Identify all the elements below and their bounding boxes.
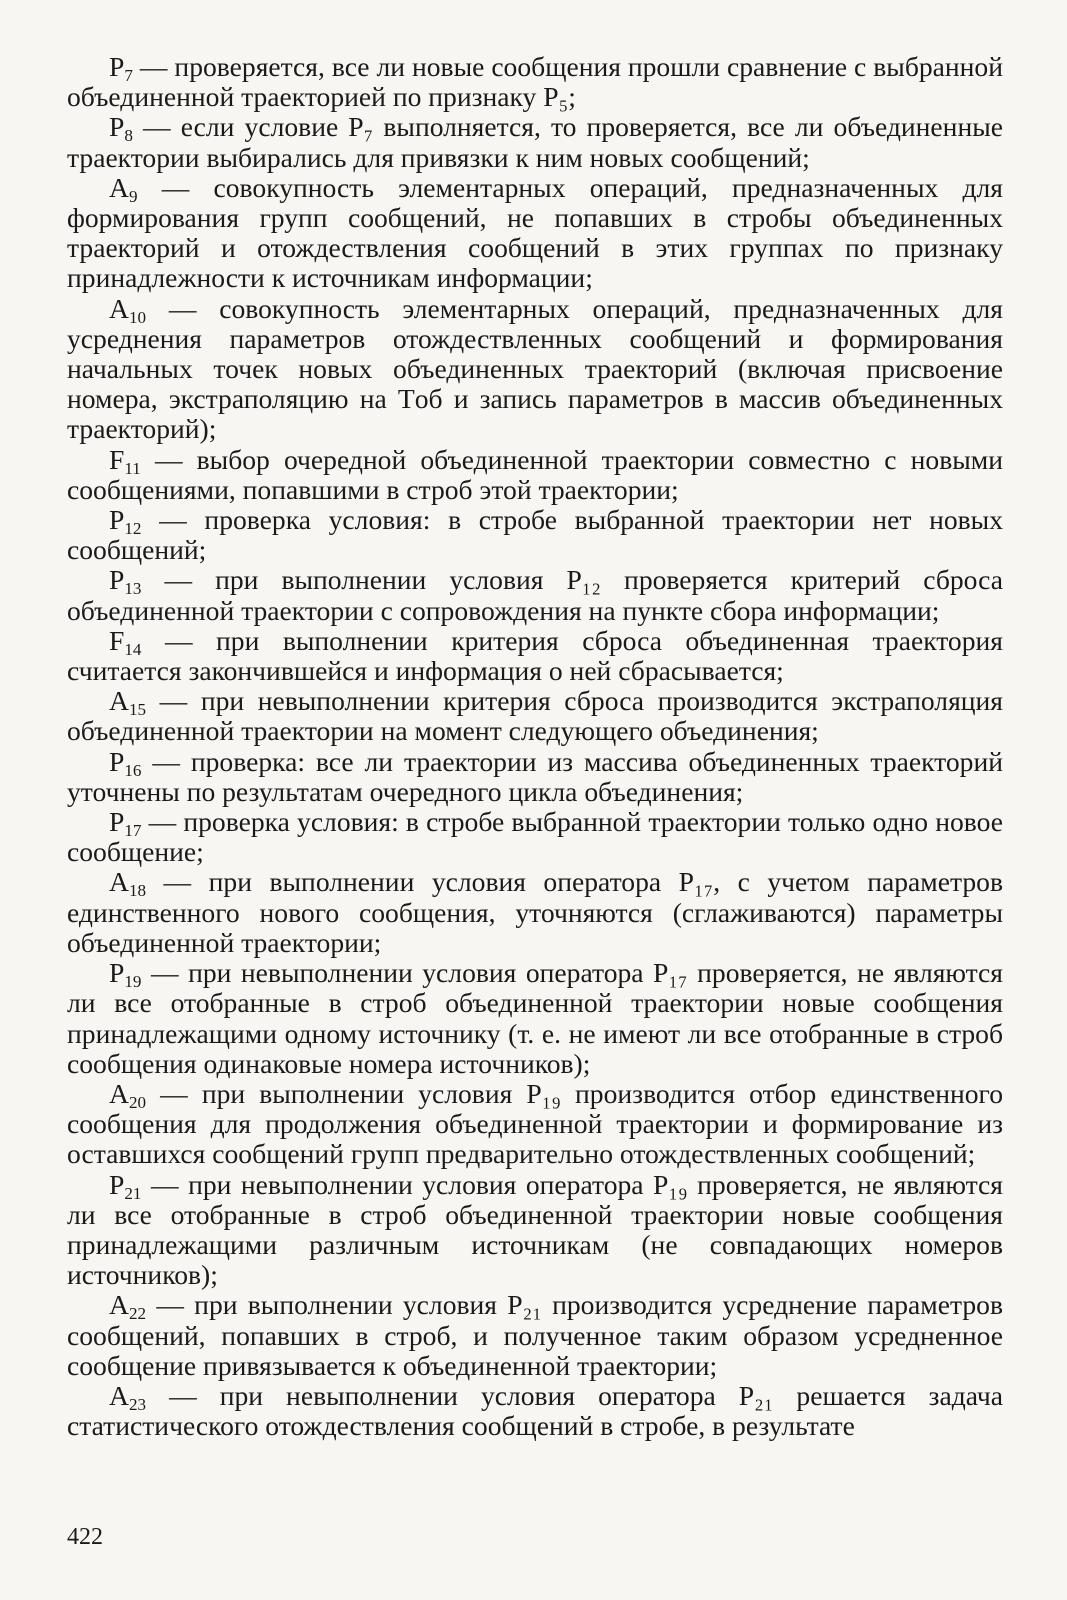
operator-description: — при выполнении условия P₁₉ производится отбор единственного сообщения для продолжения объединенной траектории и формирование из оставшихся сообщений групп предварительно отождествленных сообщений; <box>67 1077 1003 1170</box>
operator-index: 10 <box>128 307 147 327</box>
operator-entry <box>67 1290 1003 1381</box>
operator-entry <box>67 958 1003 1079</box>
operator-description: — при невыполнении критерия сброса производится экстраполяция объединенной траектории на момент следующего объединения; <box>67 685 1003 747</box>
operator-symbol: P <box>109 957 125 989</box>
operator-description: — при выполнении условия P₁₂ проверяется критерий сброса объединенной траектории с сопровождения на пункте сбора информации; <box>67 564 1003 626</box>
operator-symbol: A <box>109 866 129 898</box>
operator-index: 18 <box>128 881 147 901</box>
operator-description: — проверяется, все ли новые сообщения прошли сравнение с выбранной объединенной траекторией по признаку P₅; <box>67 51 1003 113</box>
operator-symbol: A <box>109 685 129 717</box>
operator-list <box>67 52 1003 1441</box>
operator-symbol: A <box>109 1289 129 1321</box>
operator-symbol: F <box>109 443 125 475</box>
operator-entry <box>67 867 1003 958</box>
operator-symbol: P <box>109 504 125 536</box>
operator-entry <box>67 747 1003 807</box>
operator-entry <box>67 1170 1003 1291</box>
operator-index: 20 <box>128 1092 147 1112</box>
operator-description: — проверка условия: в стробе выбранной траектории только одно новое сообщение; <box>67 806 1003 868</box>
operator-index: 14 <box>124 639 142 659</box>
operator-index: 17 <box>124 820 142 840</box>
operator-entry <box>67 686 1003 746</box>
operator-description: — при невыполнении условия оператора P₁₇ проверяется, не являются ли все отобранные в строб объединенной траектории новые сообщения принадлежащими одному источнику (т. е. не имеют ли все отобранные в строб сообщения одинаковые номера источников); <box>67 957 1003 1079</box>
operator-index: 19 <box>124 971 142 991</box>
operator-symbol: P <box>109 745 125 777</box>
operator-entry <box>67 1079 1003 1170</box>
operator-description: — при выполнении критерия сброса объединенная траектория считается закончившейся и информация о ней сбрасывается; <box>67 624 1003 687</box>
operator-symbol: P <box>109 564 125 596</box>
operator-entry <box>67 505 1003 565</box>
operator-symbol: A <box>109 292 129 324</box>
operator-symbol: P <box>109 111 125 143</box>
operator-symbol: A <box>109 1379 129 1411</box>
operator-entry <box>67 112 1003 172</box>
operator-index: 16 <box>124 760 142 780</box>
operator-entry <box>67 52 1003 112</box>
operator-symbol: A <box>109 1077 129 1109</box>
operator-symbol: P <box>109 51 125 82</box>
operator-description: — если условие P₇ выполняется, то проверяется, все ли объединенные траектории выбирались для привязки к ним новых сообщений; <box>67 111 1003 173</box>
operator-index: 12 <box>124 518 142 538</box>
operator-entry <box>67 807 1003 867</box>
operator-description: — при выполнении условия оператора P₁₇, с учетом параметров единственного нового сообщения, уточняются (сглаживаются) параметры объединенной траектории; <box>67 866 1003 958</box>
operator-description: — совокупность элементарных операций, предназначенных для формирования групп сообщений, не попавших в стробы объединенных траекторий и отождествления сообщений в этих группах по признаку принадлежности к источникам информации; <box>67 171 1003 294</box>
operator-index: 21 <box>124 1183 142 1203</box>
operator-index: 7 <box>124 65 133 85</box>
operator-index: 15 <box>128 700 147 720</box>
operator-entry <box>67 294 1003 445</box>
operator-entry <box>67 173 1003 294</box>
page-number: 422 <box>67 1524 103 1550</box>
operator-index: 9 <box>128 186 138 206</box>
operator-description: — при невыполнении условия оператора P₂₁ решается задача статистического отождествления сообщений в стробе, в результате <box>67 1379 1003 1442</box>
operator-index: 23 <box>128 1394 147 1414</box>
operator-symbol: A <box>109 171 129 203</box>
operator-description: — совокупность элементарных операций, предназначенных для усреднения параметров отождествленных сообщений и формирования начальных точек новых объединенных траекторий (включая присвоение номера, экстраполяцию на Tоб и запись параметров в массив объединенных траекторий); <box>67 292 1003 445</box>
operator-index: 13 <box>124 579 142 599</box>
operator-entry <box>67 565 1003 625</box>
operator-symbol: P <box>109 1168 125 1200</box>
operator-entry <box>67 626 1003 686</box>
operator-index: 22 <box>128 1304 147 1324</box>
operator-description: — выбор очередной объединенной траектории совместно с новыми сообщениями, попавшими в строб этой траектории; <box>67 443 1003 505</box>
operator-symbol: P <box>109 806 125 838</box>
operator-index: 11 <box>124 458 141 478</box>
operator-description: — проверка: все ли траектории из массива объединенных траекторий уточнены по результатам очередного цикла объединения; <box>67 745 1003 807</box>
operator-description: — при невыполнении условия оператора P₁₉ проверяется, не являются ли все отобранные в строб объединенной траектории новые сообщения принадлежащими различным источникам (не совпадающих номеров источников); <box>67 1168 1003 1291</box>
operator-symbol: F <box>109 624 125 656</box>
operator-entry <box>67 1381 1003 1441</box>
operator-entry <box>67 445 1003 505</box>
operator-description: — при выполнении условия P₂₁ производится усреднение параметров сообщений, попавших в строб, и полученное таким образом усредненное сообщение привязывается к объединенной траектории; <box>67 1289 1003 1381</box>
operator-index: 8 <box>124 126 133 146</box>
operator-description: — проверка условия: в стробе выбранной траектории нет новых сообщений; <box>67 504 1003 566</box>
